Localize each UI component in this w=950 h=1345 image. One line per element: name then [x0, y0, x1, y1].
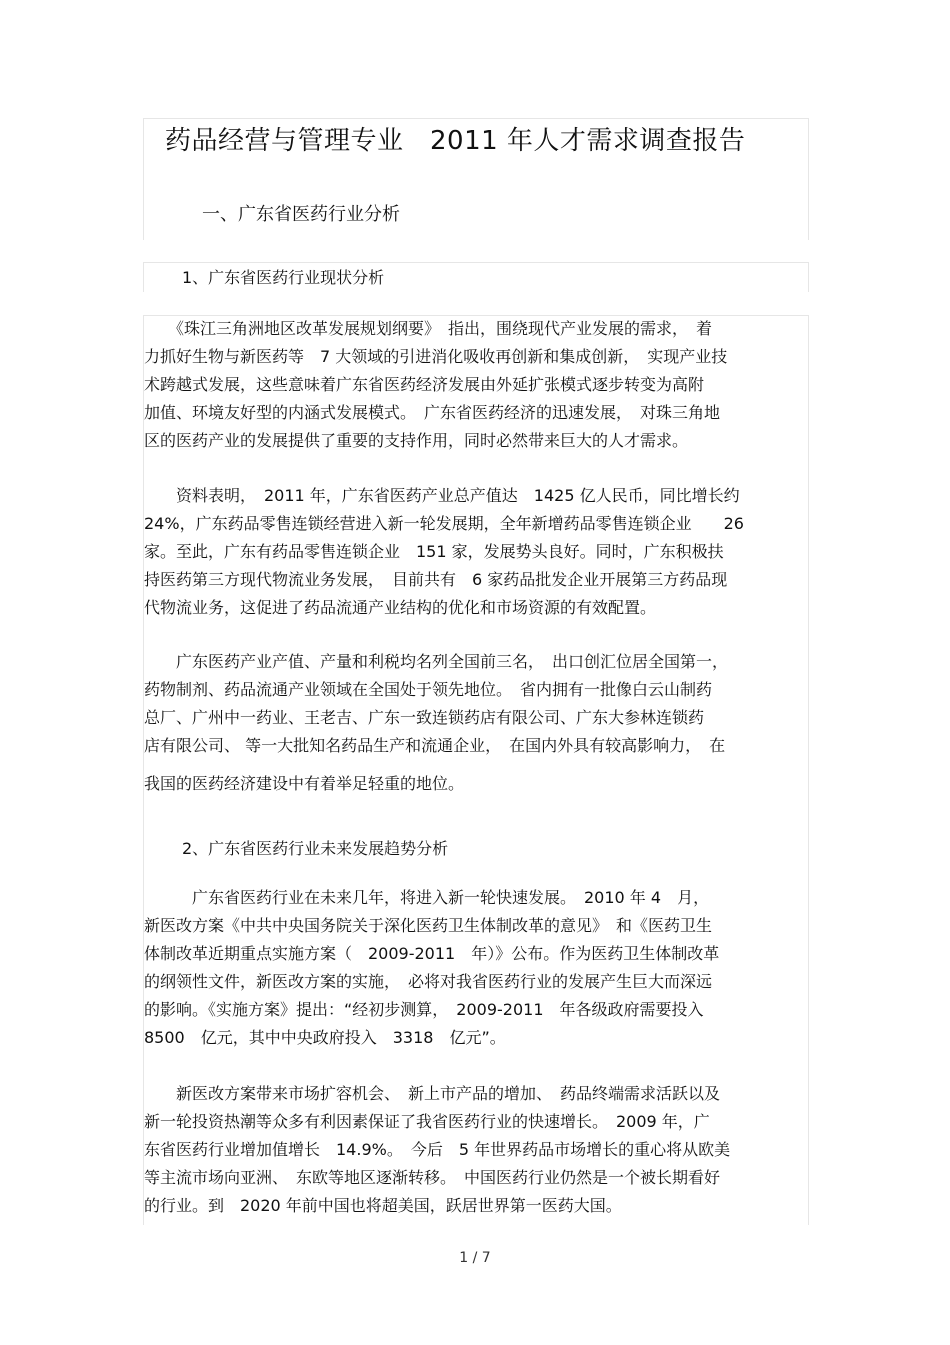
paragraph-line: 8500 亿元，其中中央政府投入 3318 亿元”。 — [144, 1028, 506, 1047]
paragraph-line: 等主流市场向亚洲、 东欧等地区逐渐转移。 中国医药行业仍然是一个被长期看好 — [144, 1168, 721, 1187]
paragraph-line: 新医改方案《中共中央国务院关于深化医药卫生体制改革的意见》 和《医药卫生 — [144, 916, 713, 935]
paragraph-line: 区的医药产业的发展提供了重要的支持作用，同时必然带来巨大的人才需求。 — [144, 431, 689, 450]
paragraph-line: 新医改方案带来市场扩容机会、 新上市产品的增加、 药品终端需求活跃以及 — [144, 1084, 721, 1103]
paragraph-line: 持医药第三方现代物流业务发展， 目前共有 6 家药品批发企业开展第三方药品现 — [144, 570, 728, 589]
paragraph-2 — [144, 482, 808, 622]
paragraph-line: 资料表明， 2011 年，广东省医药产业总产值达 1425 亿人民币，同比增长约 — [144, 486, 740, 505]
paragraph-line: 东省医药行业增加值增长 14.9%。 今后 5 年世界药品市场增长的重心将从欧美 — [144, 1140, 731, 1159]
page-number: 1 / 7 — [459, 1250, 491, 1266]
document-title: 药品经营与管理专业 2011 年人才需求调查报告 — [165, 126, 746, 156]
paragraph-line: 代物流业务，这促进了药品流通产业结构的优化和市场资源的有效配置。 — [144, 598, 657, 617]
paragraph-line: 新一轮投资热潮等众多有利因素保证了我省医药行业的快速增长。 2009 年，广 — [144, 1112, 710, 1131]
paragraph-line: 店有限公司、 等一大批知名药品生产和流通企业， 在国内外具有较高影响力， 在 — [144, 736, 726, 755]
paragraph-4 — [144, 884, 808, 1052]
paragraph-line: 《珠江三角洲地区改革发展规划纲要》 指出，围绕现代产业发展的需求， 着 — [144, 319, 713, 338]
subsection-heading-2: 2、广东省医药行业未来发展趋势分析 — [182, 839, 449, 858]
paragraph-line: 加值、环境友好型的内涵式发展模式。 广东省医药经济的迅速发展， 对珠三角地 — [144, 403, 721, 422]
section-heading-1: 一、广东省医药行业分析 — [202, 204, 400, 225]
paragraph-line: 24%，广东药品零售连锁经营进入新一轮发展期，全年新增药品零售连锁企业 26 — [144, 514, 744, 533]
paragraph-line: 的行业。到 2020 年前中国也将超美国，跃居世界第一医药大国。 — [144, 1196, 622, 1215]
paragraph-line: 体制改革近期重点实施方案（ 2009-2011 年）》公布。作为医药卫生体制改革 — [144, 944, 720, 963]
paragraph-line: 我国的医药经济建设中有着举足轻重的地位。 — [144, 774, 465, 793]
paragraph-line: 的影响。《实施方案》提出：“经初步测算， 2009-2011 年各级政府需要投入 — [144, 1000, 704, 1019]
paragraph-line: 家。至此，广东有药品零售连锁企业 151 家，发展势头良好。同时，广东积极扶 — [144, 542, 724, 561]
paragraph-line: 药物制剂、药品流通产业领域在全国处于领先地位。 省内拥有一批像白云山制药 — [144, 680, 713, 699]
paragraph-line: 的纲领性文件，新医改方案的实施， 必将对我省医药行业的发展产生巨大而深远 — [144, 972, 713, 991]
subsection-heading-1: 1、广东省医药行业现状分析 — [182, 268, 385, 287]
paragraph-1 — [144, 315, 808, 455]
paragraph-5 — [144, 1080, 808, 1220]
paragraph-line: 广东省医药行业在未来几年，将进入新一轮快速发展。 2010 年 4 月， — [144, 888, 710, 907]
paragraph-line: 力抓好生物与新医药等 7 大领域的引进消化吸收再创新和集成创新， 实现产业技 — [144, 347, 728, 366]
paragraph-line: 术跨越式发展，这些意味着广东省医药经济发展由外延扩张模式逐步转变为高附 — [144, 375, 705, 394]
paragraph-line: 总厂、广州中一药业、王老吉、广东一致连锁药店有限公司、广东大参林连锁药 — [144, 708, 705, 727]
paragraph-3 — [144, 648, 808, 798]
paragraph-line: 广东医药产业产值、产量和利税均名列全国前三名， 出口创汇位居全国第一， — [144, 652, 729, 671]
